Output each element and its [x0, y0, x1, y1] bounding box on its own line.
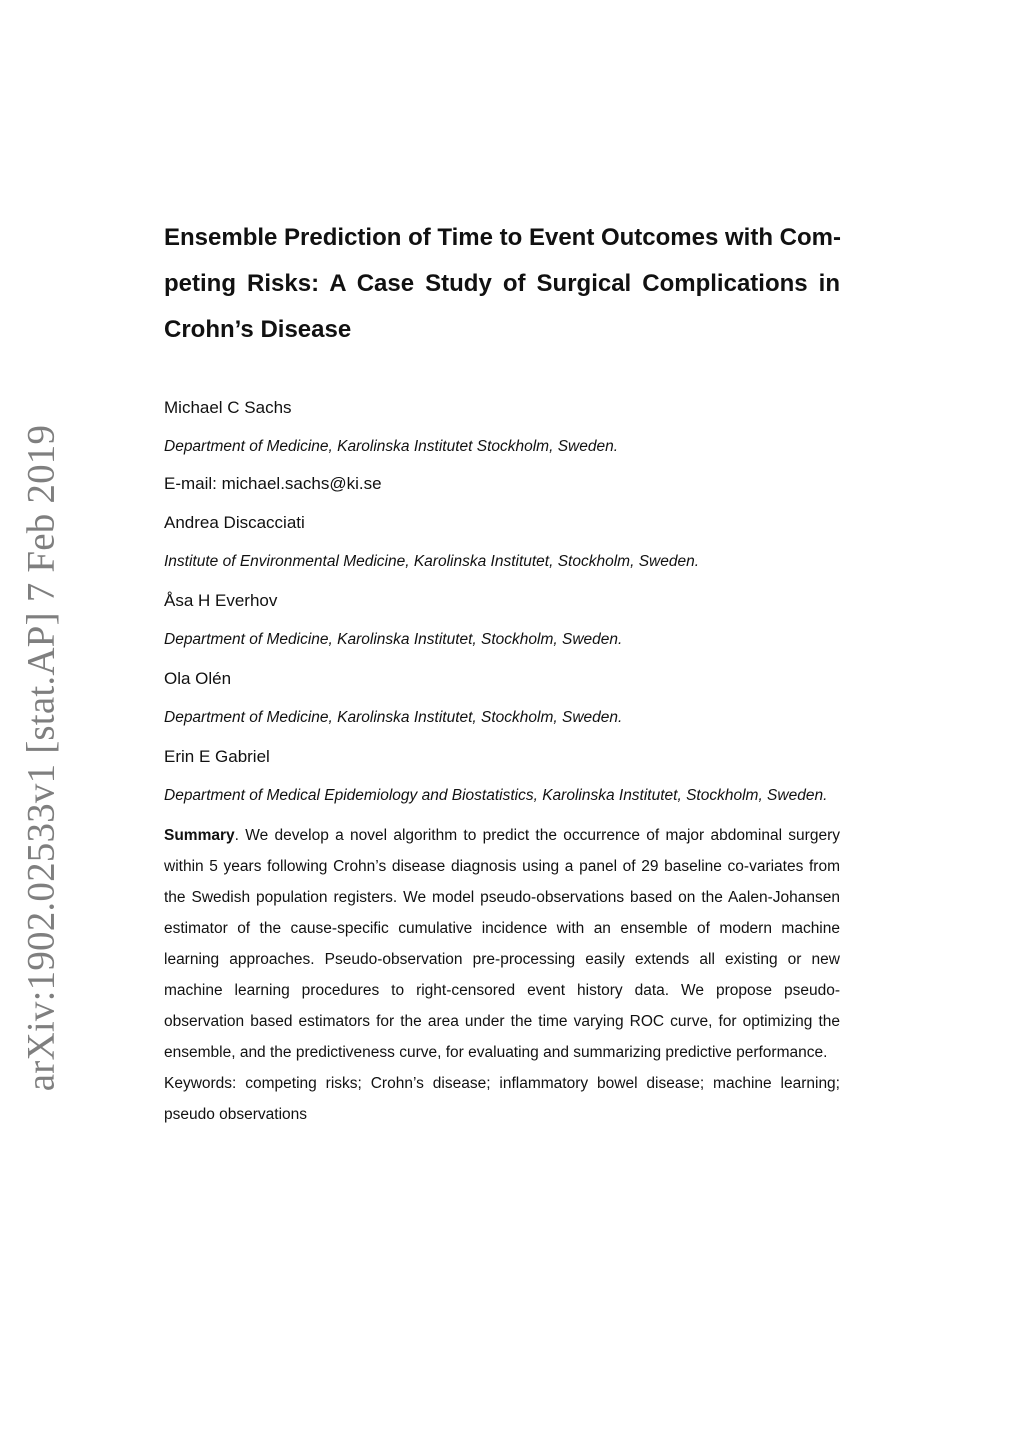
author-affiliation: Institute of Environmental Medicine, Karolinska Institutet, Stockholm, Sweden. — [164, 553, 700, 570]
summary-label: Summary — [164, 827, 235, 844]
author-affiliation: Department of Medical Epidemiology and Biostatistics, Karolinska Institutet, Stockholm, Sweden. — [164, 787, 828, 804]
author-email: E-mail: michael.sachs@ki.se — [164, 474, 382, 493]
arxiv-identifier-stamp: arXiv:1902.02533v1 [stat.AP] 7 Feb 2019 — [19, 424, 63, 1092]
title-line-1: Ensemble Prediction of Time to Event Outcomes with Com- — [164, 224, 841, 251]
author-affiliation: Department of Medicine, Karolinska Institutet Stockholm, Sweden. — [164, 438, 619, 455]
summary-text: . We develop a novel algorithm to predict the occurrence of major abdominal surgery within 5 years following Crohn’s disease diagnosis using a panel of 29 baseline co-variates from the Swedish population registers. We model pseudo-observations based on the Aalen-Johansen estimator of the cause-specific cumulative incidence with an ensemble of modern machine learning approaches. Pseudo-observation pre-processing easily extends all existing or new machine learning procedures to right-censored event history data. We propose pseudo-observation based estimators for the area under the time varying ROC curve, for optimizing the ensemble, and the predictiveness curve, for evaluating and summarizing predictive performance. — [164, 827, 840, 1061]
abstract-summary — [164, 820, 840, 1068]
author-name: Åsa H Everhov — [164, 591, 278, 610]
front-matter — [164, 215, 840, 1130]
author-affiliation: Department of Medicine, Karolinska Institutet, Stockholm, Sweden. — [164, 709, 623, 726]
author-affiliation: Department of Medicine, Karolinska Institutet, Stockholm, Sweden. — [164, 631, 623, 648]
title-line-2: peting Risks: A Case Study of Surgical Complications in — [164, 270, 840, 297]
author-name: Ola Olén — [164, 669, 232, 688]
title-line-3: Crohn’s Disease — [164, 316, 352, 343]
author-name: Michael C Sachs — [164, 398, 292, 417]
paper-title — [164, 215, 840, 353]
author-name: Andrea Discacciati — [164, 513, 305, 532]
author-name: Erin E Gabriel — [164, 747, 270, 766]
author-list — [164, 397, 840, 812]
keywords: Keywords: competing risks; Crohn’s disease; inflammatory bowel disease; machine learning; pseudo observations — [164, 1075, 840, 1123]
